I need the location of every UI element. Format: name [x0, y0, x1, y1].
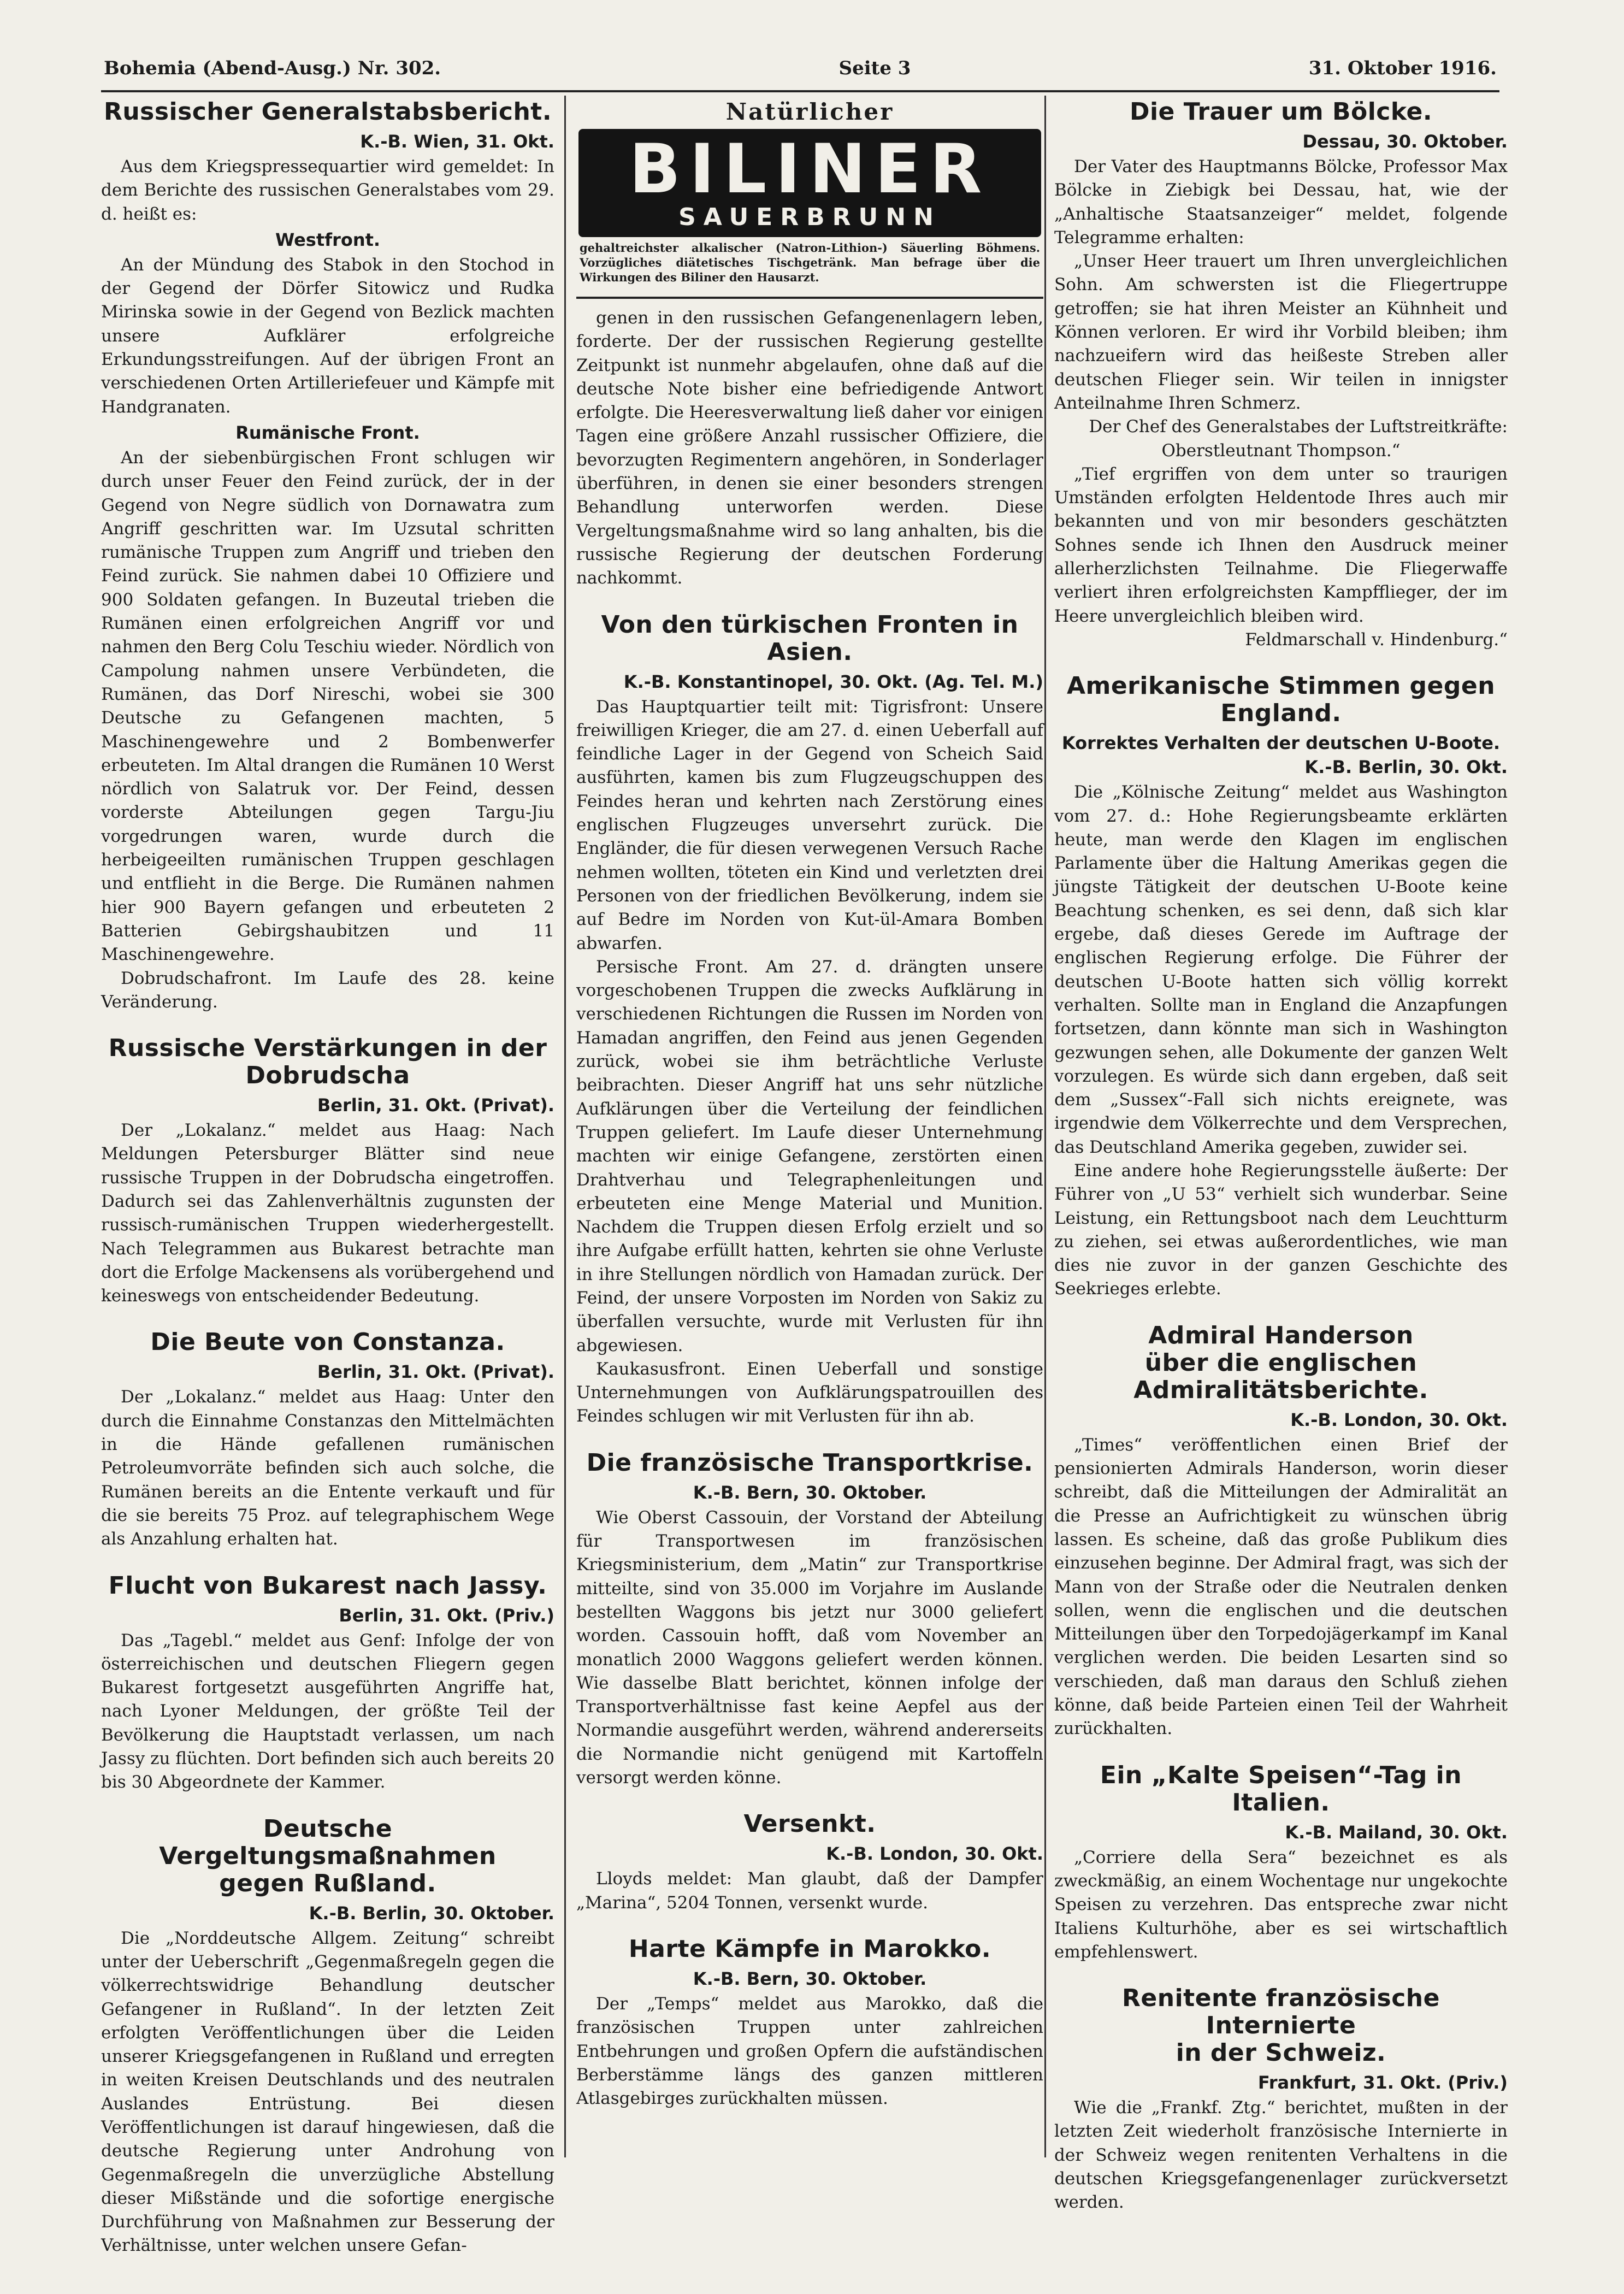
article — [576, 1936, 1043, 2110]
article-title-line: Renitente französische Internierte — [1122, 1984, 1440, 2040]
article-title — [1054, 1322, 1508, 1404]
article-paragraph: Persische Front. Am 27. d. drängten unsere vorgeschobenen Truppen die zwecks Aufklärung in verschiedenen Richtungen die Russen im Norden von Hamadan angriffen, den Feind aus jenen Gegenden zurück, wobei sie ihm beträchtliche Verluste beibrachten. Dieser Angriff hat uns sehr nützliche Aufklärungen über die Verteilung der feindlichen Truppen geliefert. Im Laufe dieser Unternehmung machten wir einige Gefangene, zerstörten einen Drahtverhau und Telegraphenleitungen und erbeuteten eine Menge Material und Munition. Nachdem die Truppen diesen Erfolg erzielt und so ihre Aufgabe erfüllt hatten, kehrten sie ohne Verluste in ihre Stellungen nördlich von Hamadan zurück. Der Feind, der unsere Vorposten im Norden von Sakiz zu überfallen versuchte, wurde mit Verlusten für ihn abgewiesen. — [576, 957, 1043, 1355]
article-title: Harte Kämpfe in Marokko. — [628, 1935, 991, 1963]
article-paragraph: An der siebenbürgischen Front schlugen wir durch unser Feuer den Feind zurück, der in der Gegend von Negre südlich von Dornawatra zum Angriff geschritten war. Im Uzsutal schritten rumänische Truppen zum Angriff und trieben den Feind zurück. Sie nahmen dabei 10 Offiziere und 900 Soldaten gefangen. In Buzeutal trieben die Rumänen einen erfolgreichen Angriff vor und nahmen den Berg Colu Teschiu wieder. Nördlich von Campolung nahmen unsere Verbündeten, die Rumänen, das Dorf Nireschi, wobei sie 300 Deutsche zu Gefangenen machten, 5 Maschinengewehre und 2 Bombenwerfer erbeuteten. Im Altal drangen die Rumänen 10 Werst nördlich von Salatruk vor. Der Feind, dessen vorderste Abteilungen gegen Targu-Jiu vorgedrungen waren, wurde durch die herbeigeeilten rumänischen Truppen geschlagen und entflieht in die Berge. Die Rumänen nahmen hier 900 Bayern gefangen und erbeuteten 2 Batterien Gebirgshaubitzen und 11 Maschinengewehre. — [101, 447, 554, 965]
article-dateline: K.-B. London, 30. Okt. — [826, 1843, 1043, 1865]
signature-title: Der Chef des Generalstabes der Luftstreitkräfte: — [1089, 417, 1508, 437]
article-title: Die französische Transportkrise. — [586, 1448, 1034, 1477]
article — [101, 1572, 554, 1795]
article-title — [1054, 1985, 1508, 2067]
article-title-line: gegen Rußland. — [219, 1869, 436, 1897]
article-title: Von den türkischen Fronten in Asien. — [601, 610, 1019, 666]
article-title: Russischer Generalstabsbericht. — [103, 98, 552, 126]
article-dateline: K.-B. Mailand, 30. Okt. — [1285, 1821, 1508, 1843]
article-title — [101, 1815, 554, 1897]
article-dateline: K.-B. Bern, 30. Oktober. — [693, 1482, 927, 1503]
section-heading: Rumänische Front. — [235, 422, 420, 443]
article-title: Flucht von Bukarest nach Jassy. — [108, 1571, 547, 1600]
article-paragraph: Dobrudschafront. Im Laufe des 28. keine Veränderung. — [101, 968, 554, 1012]
article-title-line: Admiral Handerson — [1148, 1321, 1414, 1349]
article-title: Ein „Kalte Speisen“-Tag in Italien. — [1100, 1761, 1462, 1817]
article — [101, 1035, 554, 1308]
article-title-line: in der Schweiz. — [1176, 2039, 1386, 2067]
article-paragraph: Der Vater des Hauptmanns Bölcke, Professor Max Bölcke in Ziebigk bei Dessau, hat, wie der „Anhaltische Staatsanzeiger“ meldet, folgende Telegramme erhalten: — [1054, 157, 1508, 247]
article-paragraph: Lloyds meldet: Man glaubt, daß der Dampfer „Marina“, 5204 Tonnen, versenkt wurde. — [576, 1869, 1043, 1913]
article — [1054, 1762, 1508, 1964]
article-title: Die Beute von Constanza. — [150, 1328, 505, 1357]
article-dateline: K.-B. Berlin, 30. Okt. — [1304, 757, 1508, 778]
article-title: Amerikanische Stimmen gegen England. — [1066, 672, 1496, 728]
ad-subtitle: SAUERBRUNN — [678, 203, 941, 231]
article — [1054, 1322, 1508, 1741]
article-dateline: K.-B. Bern, 30. Oktober. — [693, 1968, 927, 1989]
article-paragraph: Die „Kölnische Zeitung“ meldet aus Washington vom 27. d.: Hohe Regierungsbeamte erklärten heute, man werde den Klagen im englischen Parlamente über die Haltung Amerikas gegen die jüngste Tätigkeit der deutschen U-Boote keine Beachtung schenken, es sei denn, daß sich klar ergebe, daß dieses Gerede im Auftrage der englischen Regierung erfolge. Die Führer der deutschen U-Boote hatten sich völlig korrekt verhalten. Sollte man in England die Anzapfungen fortsetzen, dann könnte man sich in Washington gezwungen sehen, alle Dokumente der ganzen Welt vorzulegen. Es würde sich dann ergeben, daß seit dem „Sussex“-Fall sich nichts ereignete, was irgendwie dem Völkerrechte und dem Versprechen, das Deutschland Amerika gegeben, zuwider sei. — [1054, 782, 1508, 1157]
article-dateline: K.-B. Konstantinopel, 30. Okt. (Ag. Tel. M.) — [623, 671, 1043, 692]
section-heading: Westfront. — [275, 229, 381, 250]
article-dateline: K.-B. Berlin, 30. Oktober. — [309, 1902, 554, 1924]
column-divider — [1044, 96, 1046, 2157]
ad-description: gehaltreichster alkalischer (Natron-Lithion-) Säuerling Böhmens. Vorzügliches diätetisches Tischgetränk. Man befrage über die Wirkungen des Biliner den Hausarzt. — [580, 241, 1040, 284]
article-dateline: Frankfurt, 31. Okt. (Priv.) — [1257, 2072, 1508, 2094]
article-paragraph: Das „Tagebl.“ meldet aus Genf: Infolge der von österreichischen und deutschen Fliegern gegen Bukarest fortgesetzt ausgeführten Angriffe hat, nach Lyoner Meldungen, der größte Teil der Bevölkerung die Hauptstadt verlassen, um nach Jassy zu flüchten. Dort befinden sich auch bereits 20 bis 30 Abgeordnete der Kammer. — [101, 1630, 554, 1792]
article-paragraph: Der „Lokalanz.“ meldet aus Haag: Nach Meldungen Petersburger Blätter sind neue russische Truppen in der Dobrudscha eingetroffen. Dadurch sei das Zahlenverhältnis zugunsten der russisch-rumänischen Truppen wiederhergestellt. Nach Telegrammen aus Bukarest betrachte man dort die Erfolge Mackensens als vorübergehend und keineswegs von entscheidender Bedeutung. — [101, 1121, 554, 1306]
article-title-line: Deutsche Vergeltungsmaßnahmen — [159, 1814, 497, 1870]
page-header — [104, 52, 1497, 85]
article-paragraph: Der „Temps“ meldet aus Marokko, daß die französischen Truppen unter zahlreichen Entbehrungen und großen Opfern die aufständischen Berberstämme längs des ganzen mittleren Atlasgebirges zurückhalten müssen. — [576, 1994, 1043, 2109]
article-dateline: K.-B. Wien, 31. Okt. — [360, 131, 554, 152]
article-paragraph: Wie die „Frankf. Ztg.“ berichtet, mußten in der letzten Zeit wiederholt französische Internierte in der Schweiz wegen renitenten Verhaltens in die deutschen Kriegsgefangenenlager zurückversetzt werden. — [1054, 2098, 1508, 2213]
article-dateline: K.-B. London, 30. Okt. — [1290, 1409, 1508, 1430]
article-paragraph: „Unser Heer trauert um Ihren unvergleichlichen Sohn. Am schwersten ist die Fliegertruppe getroffen; sie hat ihren Meister an Kühnheit und Können verloren. Er wird ihr Vorbild bleiben; ihm nachzueifern wird das heißeste Streben aller deutschen Flieger sein. Wir teilen in innigster Anteilnahme Ihren Schmerz. — [1054, 251, 1508, 413]
article — [101, 98, 554, 1014]
article-title: Versenkt. — [743, 1810, 876, 1838]
article-paragraph: Die „Norddeutsche Allgem. Zeitung“ schreibt unter der Ueberschrift „Gegenmaßregeln gegen die völkerrechtswidrige Behandlung deutscher Gefangener in Rußland“. In der letzten Zeit erfolgten Veröffentlichungen über die Leiden unserer Kriegsgefangenen in Rußland und erregten in weiten Kreisen Deutschlands und des neutralen Auslandes Entrüstung. Bei diesen Veröffentlichungen ist darauf hingewiesen, daß die deutsche Regierung unter Androhung von Gegenmaßregeln die unverzügliche Abstellung dieser Mißstände und die sofortige energische Durchführung von Maßnahmen zur Besserung der Verhältnisse, unter welchen unsere Gefan- — [101, 1928, 554, 2256]
article-dateline: Berlin, 31. Okt. (Priv.) — [339, 1605, 554, 1626]
article-paragraph: Aus dem Kriegspressequartier wird gemeldet: In dem Berichte des russischen Generalstabes vom 29. d. heißt es: — [101, 157, 554, 224]
article-title: Die Trauer um Bölcke. — [1129, 98, 1433, 126]
column-2 — [576, 98, 1043, 2163]
article-paragraph: Wie Oberst Cassouin, der Vorstand der Abteilung für Transportwesen im französischen Kriegsministerium, dem „Matin“ zur Transportkrise mitteilte, sind von 35.000 im Vorjahre im Auslande bestellten Waggons bis jetzt nur 3000 geliefert worden. Cassouin hofft, daß vom November an monatlich 2000 Waggons geliefert werden können. Wie dasselbe Blatt berichtet, können infolge der Transportverhältnisse fast keine Aepfel aus der Normandie ausgeführt werden, während andererseits die Normandie nicht genügend mit Kartoffeln versorgt werden könne. — [576, 1507, 1043, 1788]
header-rule — [101, 90, 1499, 92]
column-3 — [1054, 98, 1508, 2213]
article-continuation — [576, 306, 1043, 591]
ad-banner — [578, 129, 1041, 237]
article-paragraph: „Corriere della Sera“ bezeichnet es als zweckmäßig, an einem Wochentage nur ungekochte Speisen zu verzehren. Das entspreche zwar nicht Italiens Kulturhöhe, aber es sei wirtschaftlich empfehlenswert. — [1054, 1847, 1508, 1962]
article — [1054, 673, 1508, 1301]
article — [101, 1329, 554, 1551]
article-paragraph: Das Hauptquartier teilt mit: Tigrisfront: Unsere freiwilligen Krieger, die am 27. d. einen Ueberfall auf feindliche Lager in der Gegend von Scheich Said ausführten, kamen bis zum Flugzeugschuppen des Feindes heran und kehrten nach Zerstörung eines englischen Flugzeuges unversehrt zurück. Die Engländer, die für diesen verwegenen Versuch Rache nehmen wollten, töteten ein Kind und verletzten drei Personen von der friedlichen Bevölkerung, indem sie auf Bedre im Norden von Kut-ül-Amara Bomben abwarfen. — [576, 697, 1043, 953]
article — [576, 611, 1043, 1429]
article-dateline: Berlin, 31. Okt. (Privat). — [317, 1095, 554, 1116]
header-date: 31. Oktober 1916. — [1308, 57, 1497, 79]
article-dateline: Dessau, 30. Oktober. — [1302, 131, 1508, 152]
header-issue: Bohemia (Abend-Ausg.) Nr. 302. — [104, 57, 441, 79]
advertisement-biliner — [576, 98, 1043, 285]
article-title: Russische Verstärkungen in der Dobrudscha — [108, 1034, 547, 1090]
article-subtitle: Korrektes Verhalten der deutschen U-Boote. — [1061, 733, 1501, 754]
article — [101, 1815, 554, 2258]
signature-name: Oberstleutnant Thompson.“ — [1161, 440, 1401, 461]
article-paragraph: Kaukasusfront. Einen Ueberfall und sonstige Unternehmungen von Aufklärungspatrouillen des Feindes schlugen wir mit Verlusten für ihn ab. — [576, 1359, 1043, 1426]
article-paragraph: „Times“ veröffentlichen einen Brief der pensionierten Admirals Handerson, worin dieser schreibt, daß die Mitteilungen der Admiralität an die Presse an Aufrichtigkeit zu wünschen übrig lassen. Es scheine, daß das große Publikum dies einzusehen beginne. Der Admiral fragt, was sich der Mann von der Straße oder die Neutralen denken sollen, wenn die englischen und die deutschen Mitteilungen über den Torpedojägerkampf im Kanal verglichen werden. Die beiden Lesarten sind so verschieden, daß man daraus den Schluß ziehen könne, daß beide Parteien einen Teil der Wahrheit zurückhalten. — [1054, 1435, 1508, 1739]
article-paragraph: genen in den russischen Gefangenenlagern leben, forderte. Der der russischen Regierung gestellte Zeitpunkt ist nunmehr abgelaufen, ohne daß auf die deutsche Note bisher eine befriedigende Antwort erfolgte. Die Heeresverwaltung ließ daher vor einigen Tagen eine größere Anzahl russischer Offiziere, die bevorzugten Regimentern angehören, in Sonderlager überführen, in denen sie einer besonders strengen Behandlung unterworfen werden. Diese Vergeltungsmaßnahme wird so lang anhalten, bis die russische Regierung der deutschen Forderung nachkommt. — [576, 308, 1043, 588]
article-paragraph: „Tief ergriffen von dem unter so traurigen Umständen erfolgten Heldentode Ihres auch mir bekannten und von mir besonders geschätzten Sohnes sende ich Ihnen den Ausdruck meiner allerherzlichsten Teilnahme. Die Fliegerwaffe verliert ihren erfolgreichsten Kampfflieger, der im Heere unvergleichlich bleiben wird. — [1054, 464, 1508, 626]
column-1 — [101, 98, 554, 2256]
article — [576, 1449, 1043, 1790]
column-divider — [564, 96, 566, 2157]
article — [1054, 98, 1508, 652]
article-dateline: Berlin, 31. Okt. (Privat). — [317, 1361, 554, 1383]
article-paragraph: Der „Lokalanz.“ meldet aus Haag: Unter den durch die Einnahme Constanzas den Mittelmächten in die Hände gefallenen rumänischen Petroleumvorräte befinden sich auch solche, die Rumänen bereits an die Entente verkauft und für die sie bereits 75 Proz. auf telegraphischem Wege als Anzahlung erhalten hat. — [101, 1387, 554, 1549]
ad-tagline: Natürlicher — [725, 98, 894, 125]
article — [576, 1811, 1043, 1915]
article-paragraph: Eine andere hohe Regierungsstelle äußerte: Der Führer von „U 53“ verhielt sich wunderbar. Seine Leistung, ein Rettungsboot nach dem Leuchtturm zu ziehen, sei etwas außerordentliches, wie man dies nie zuvor in der ganzen Geschichte des Seekrieges erlebte. — [1054, 1160, 1508, 1299]
article-title-line: über die englischen Admiralitätsberichte. — [1133, 1348, 1428, 1404]
ad-rule — [576, 297, 1043, 299]
ad-brand: BILINER — [629, 130, 991, 209]
article — [1054, 1985, 1508, 2214]
header-page-number: Seite 3 — [838, 57, 911, 79]
signature-name: Feldmarschall v. Hindenburg.“ — [1245, 629, 1508, 650]
article-paragraph: An der Mündung des Stabok in den Stochod in der Gegend der Dörfer Sitowicz und Rudka Mirinska sowie in der Gegend von Bezlick machten unsere Aufklärer erfolgreiche Erkundungsstreifungen. Auf der übrigen Front an verschiedenen Orten Artilleriefeuer und Kämpfe mit Handgranaten. — [101, 255, 554, 417]
